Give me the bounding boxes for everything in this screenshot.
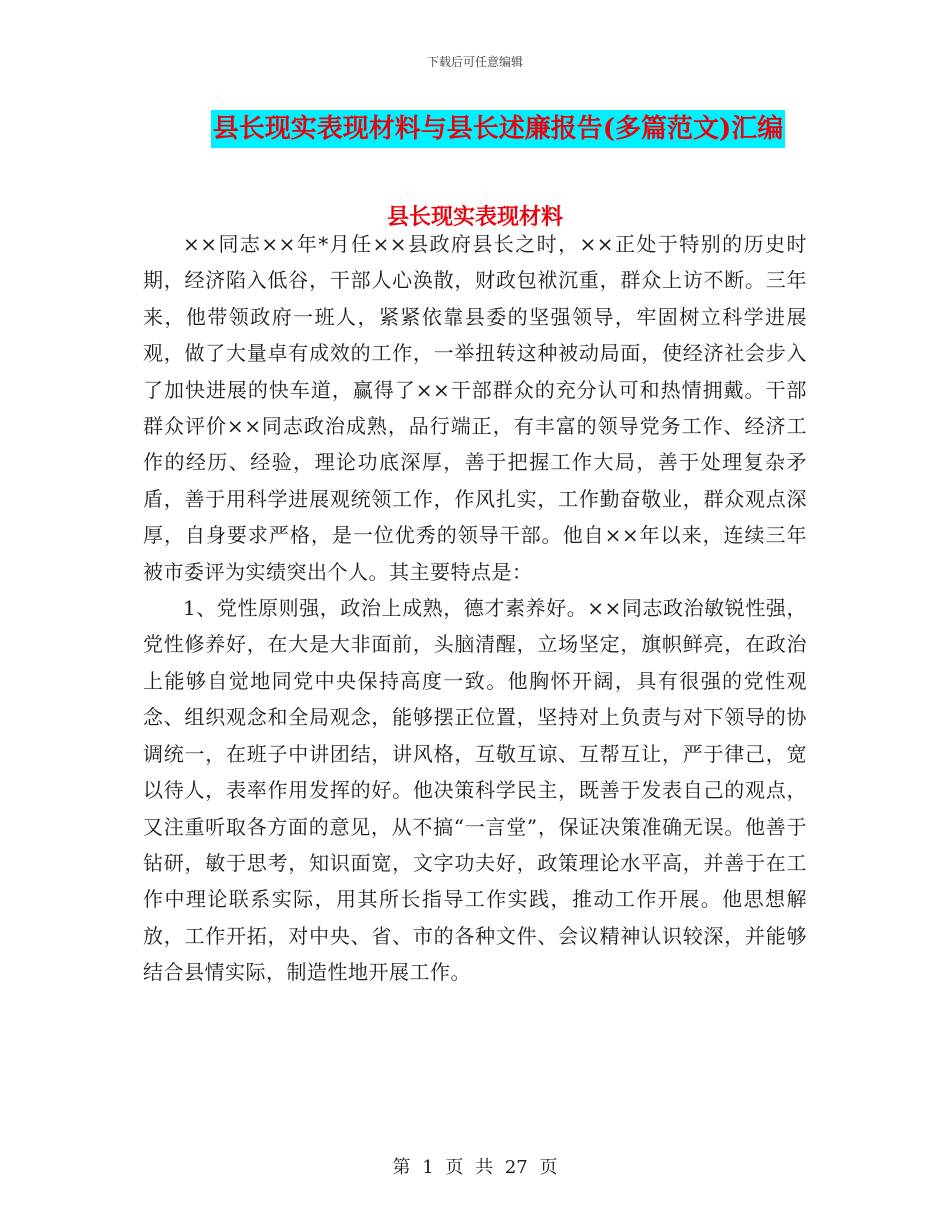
document-body xyxy=(143,226,807,991)
section-title: 县长现实表现材料 xyxy=(386,204,563,230)
body-paragraph-2: 1、党性原则强，政治上成熟，德才素养好。××同志政治敏锐性强，党性修养好，在大是大非面前，头脑清醒，立场坚定，旗帜鲜亮，在政治上能够自觉地同党中央保持高度一致。他胸怀开阔，具有很强的党性观念、组织观念和全局观念，能够摆正位置，坚持对上负责与对下领导的协调统一，在班子中讲团结，讲风格，互敬互谅、互帮互让，严于律己，宽以待人，表率作用发挥的好。他决策科学民主，既善于发表自己的观点，又注重听取各方面的意见，从不搞“一言堂”，保证决策准确无误。他善于钻研，敏于思考，知识面宽，文字功夫好，政策理论水平高，并善于在工作中理论联系实际，用其所长指导工作实践，推动工作开展。他思想解放，工作开拓，对中央、省、市的各种文件、会议精神认识较深，并能够结合县情实际，制造性地开展工作。 xyxy=(143,596,807,985)
title-container xyxy=(0,110,950,148)
body-paragraph-1: ××同志××年*月任××县政府县长之时，××正处于特别的历史时期，经济陷入低谷，干部人心涣散，财政包袱沉重，群众上访不断。三年来，他带领政府一班人，紧紧依靠县委的坚强领导，牢固树立科学进展观，做了大量卓有成效的工作，一举扭转这种被动局面，使经济社会步入了加快进展的快车道，赢得了××干部群众的充分认可和热情拥戴。干部群众评价××同志政治成熟，品行端正，有丰富的领导党务工作、经济工作的经历、经验，理论功底深厚，善于把握工作大局，善于处理复杂矛盾，善于用科学进展观统领工作，作风扎实，工作勤奋敬业，群众观点深厚，自身要求严格，是一位优秀的领导干部。他自××年以来，连续三年被市委评为实绩突出个人。其主要特点是： xyxy=(143,232,807,584)
header-note: 下载后可任意编辑 xyxy=(426,55,523,69)
page-number: 第 1 页 共 27 页 xyxy=(392,1157,558,1178)
document-title: 县长现实表现材料与县长述廉报告(多篇范文)汇编 xyxy=(211,110,786,148)
